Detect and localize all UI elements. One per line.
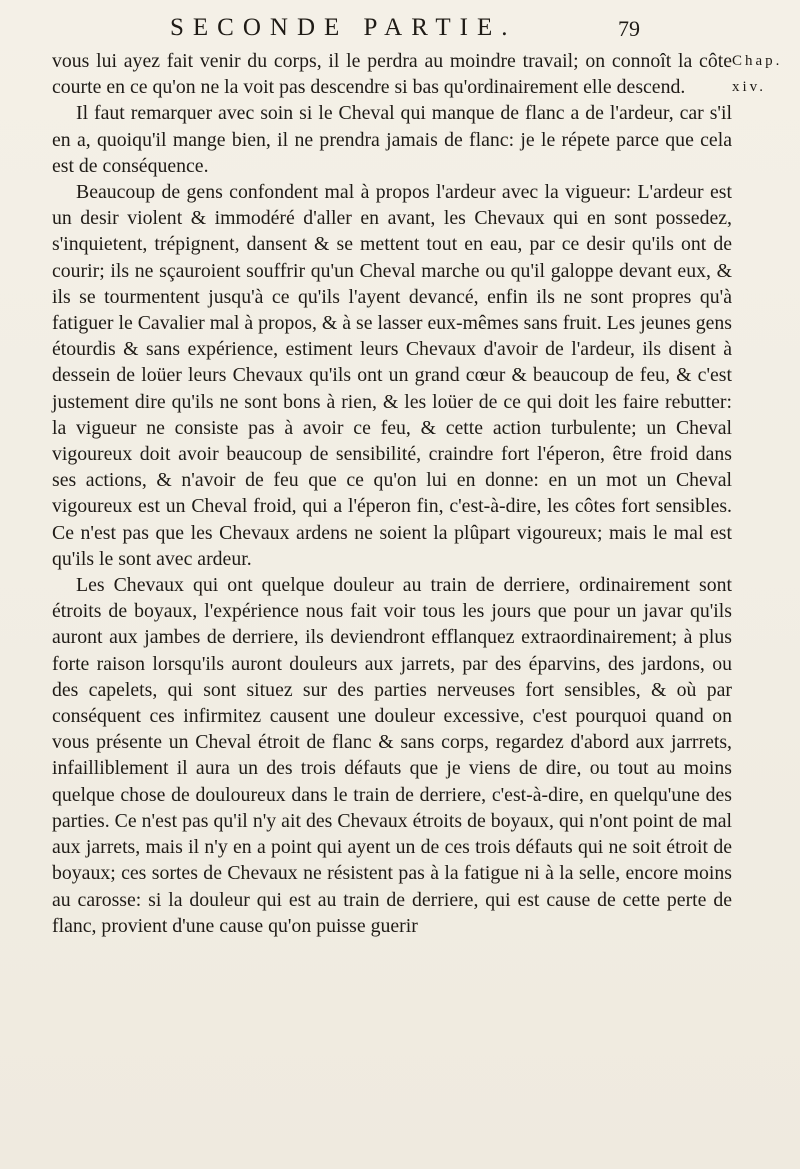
body-text bbox=[52, 48, 732, 939]
paragraph-flanc-ardeur: Il faut remarquer avec soin si le Cheval qui manque de flanc a de l'ardeur, car s'il en a, quoiqu'il mange bien, il ne prendra jamais de flanc: je le répete parce que cela est de conséquence. bbox=[52, 102, 732, 177]
chapter-number: xiv. bbox=[732, 79, 766, 95]
chapter-marginal-note bbox=[732, 48, 796, 100]
running-title: SECONDE PARTIE. bbox=[170, 14, 517, 41]
page-number: 79 bbox=[618, 16, 640, 41]
running-head bbox=[170, 14, 640, 46]
paragraph-continuation: vous lui ayez fait venir du corps, il le perdra au moindre travail; on connoît la côte courte en ce qu'on ne la voit pas descendre si bas qu'ordinairement elle descend. bbox=[52, 50, 732, 99]
paragraph-train-de-derriere: Les Chevaux qui ont quelque douleur au train de derriere, ordinairement sont étroits de boyaux, l'expérience nous fait voir tous les jours que pour un javar qu'ils auront aux jambes de derriere, ils deviendront efflanquez extraordinairement; à plus forte raison lorsqu'ils auront douleurs aux jarrets, par des éparvins, des jardons, ou des capelets, qui sont situez sur des parties nerveuses fort sensibles, & où par conséquent ces infirmitez causent une douleur excessive, c'est pourquoi quand on vous présente un Cheval étroit de flanc & sans corps, regardez d'abord aux jarrrets, infailliblement il aura un des trois défauts que je viens de dire, ou tout au moins quelque chose de douloureux dans le train de derriere, c'est-à-dire, en quelqu'une des parties. Ce n'est pas qu'il n'y ait des Chevaux étroits de boyaux, qui n'ont point de mal aux jarrets, mais il n'y en a point qui ayent un de ces trois défauts qui ne soit étroit de boyaux; ces sortes de Chevaux ne résistent pas à la fatigue ni à la selle, encore moins au carosse: si la douleur qui est au train de derriere, qui est cause de cette perte de flanc, provient d'une cause qu'on puisse guerir bbox=[52, 574, 732, 937]
chapter-label: Chap. bbox=[732, 53, 783, 69]
paragraph-ardeur-vigueur: Beaucoup de gens confondent mal à propos l'ardeur avec la vigueur: L'ardeur est un desir violent & immodéré d'aller en avant, les Chevaux qui en sont possedez, s'inquietent, trépignent, dansent & se mettent tout en eau, par ce desir qu'ils ont de courir; ils ne sçauroient souffrir qu'un Cheval marche ou qu'il galoppe devant eux, & ils se tourmentent jusqu'à ce qu'ils l'ayent devancé, enfin ils ne sont propres qu'à fatiguer le Cavalier mal à propos, & à se lasser eux-mêmes sans fruit. Les jeunes gens étourdis & sans expérience, estiment leurs Chevaux d'avoir de l'ardeur, ils disent à dessein de loüer leurs Chevaux qu'ils ont un grand cœur & beaucoup de feu, & c'est justement dire qu'ils ne sont bons à rien, & les loüer de ce qui doit les faire rebutter: la vigueur ne consiste pas à avoir ce feu, & cette action turbulente; un Cheval vigoureux doit avoir beaucoup de sensibilité, craindre fort l'éperon, être froid dans ses actions, & n'avoir de feu que ce qu'on lui en donne: en un mot un Cheval vigoureux est un Cheval froid, qui a l'éperon fin, c'est-à-dire, les côtes fort sensibles. Ce n'est pas que les Chevaux ardens ne soient la plûpart vigoureux; mais le mal est qu'ils le sont avec ardeur. bbox=[52, 181, 732, 570]
